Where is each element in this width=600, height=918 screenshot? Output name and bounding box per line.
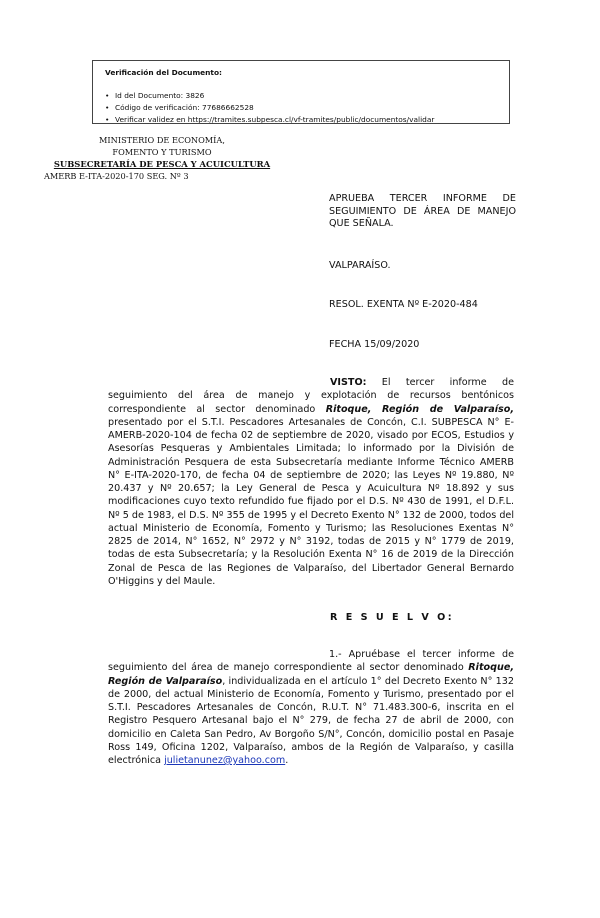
- resuelvo-heading: R E S U E L V O:: [330, 612, 455, 623]
- resolution-date: FECHA 15/09/2020: [329, 339, 420, 350]
- visto-sector: Ritoque, Región de Valparaíso,: [325, 403, 514, 415]
- verification-code: • Código de verificación: 77686662528: [105, 102, 509, 114]
- resolution-summary: APRUEBA TERCER INFORME DE SEGUIMIENTO DE ÁREA DE MANEJO QUE SEÑALA.: [329, 193, 516, 230]
- verification-box: [92, 60, 510, 124]
- article-1-end: .: [285, 755, 289, 766]
- document-id: • Id del Documento: 3826: [105, 90, 509, 102]
- subsecretaria-title: SUBSECRETARÍA DE PESCA Y ACUICULTURA: [53, 159, 271, 169]
- ministry-name-line2: FOMENTO Y TURISMO: [112, 147, 212, 157]
- article-1-sector: Ritoque, Región de Valparaíso: [108, 662, 514, 687]
- resolution-number: RESOL. EXENTA Nº E-2020-484: [329, 299, 478, 310]
- visto-paragraph: [108, 376, 514, 588]
- ministry-header: [36, 134, 288, 182]
- amerb-reference: AMERB E-ITA-2020-170 SEG. Nº 3: [44, 171, 189, 181]
- verification-list: [105, 90, 509, 124]
- email-link[interactable]: julietanunez@yahoo.com: [164, 755, 286, 766]
- article-1-text-1: 1.- Apruébase el tercer informe de seguimiento del área de manejo correspondiente al sector denominado: [108, 649, 514, 674]
- visto-text-2: presentado por el S.T.I. Pescadores Artesanales de Concón, C.I. SUBPESCA N° E-AMERB-2020-104 de fecha 02 de septiembre de 2020, visado por ECOS, Estudios y Asesorías Pesqueras y Ambientales Limitada; lo informado por la División de Administración Pesquera de esta Subsecretaría mediante Informe Técnico AMERB N° E-ITA-2020-170, de fecha 04 de septiembre de 2020; las Leyes Nº 19.880, Nº 20.437 y Nº 20.657; la Ley General de Pesca y Acuicultura Nº 18.892 y sus modificaciones cuyo texto refundido fue fijado por el D.S. Nº 430 de 1991, el D.F.L. Nº 5 de 1983, el D.S. Nº 355 de 1995 y el Decreto Exento N° 132 de 2000, todos del actual Ministerio de Economía, Fomento y Turismo; las Resoluciones Exentas N° 2825 de 2014, N° 1652, N° 2972 y N° 3192, todas de 2015 y N° 1779 de 2019, todas de esta Subsecretaría; y la Resolución Exenta N° 16 de 2019 de la Dirección Zonal de Pesca de las Regiones de Valparaíso, del Libertador General Bernardo O'Higgins y del Maule.: [108, 416, 514, 587]
- verification-url[interactable]: • Verificar validez en https://tramites.subpesca.cl/vf-tramites/public/documentos/validar: [105, 114, 509, 124]
- ministry-name: MINISTERIO DE ECONOMÍA,: [99, 135, 225, 145]
- city: VALPARAÍSO.: [329, 260, 391, 271]
- article-1-text-2: , individualizada en el artículo 1° del Decreto Exento N° 132 de 2000, del actual Ministerio de Economía, Fomento y Turismo, presentado por el S.T.I. Pescadores Artesanales de Concón, R.U.T. N° 71.483.300-6, inscrita en el Registro Pesquero Artesanal bajo el N° 279, de fecha 27 de abril de 2000, con domicilio en Caleta San Pedro, Av Borgoño S/N°, Concón, domicilio postal en Pasaje Ross 149, Oficina 1202, Valparaíso, ambos de la Región de Valparaíso, y casilla electrónica: [108, 675, 514, 766]
- visto-text-1: El tercer informe de seguimiento del área de manejo y explotación de recursos bentónicos correspondiente al sector denominado: [108, 377, 514, 415]
- visto-label: VISTO:: [330, 377, 367, 388]
- verification-title: Verificación del Documento:: [105, 68, 222, 77]
- article-1-paragraph: [108, 648, 514, 767]
